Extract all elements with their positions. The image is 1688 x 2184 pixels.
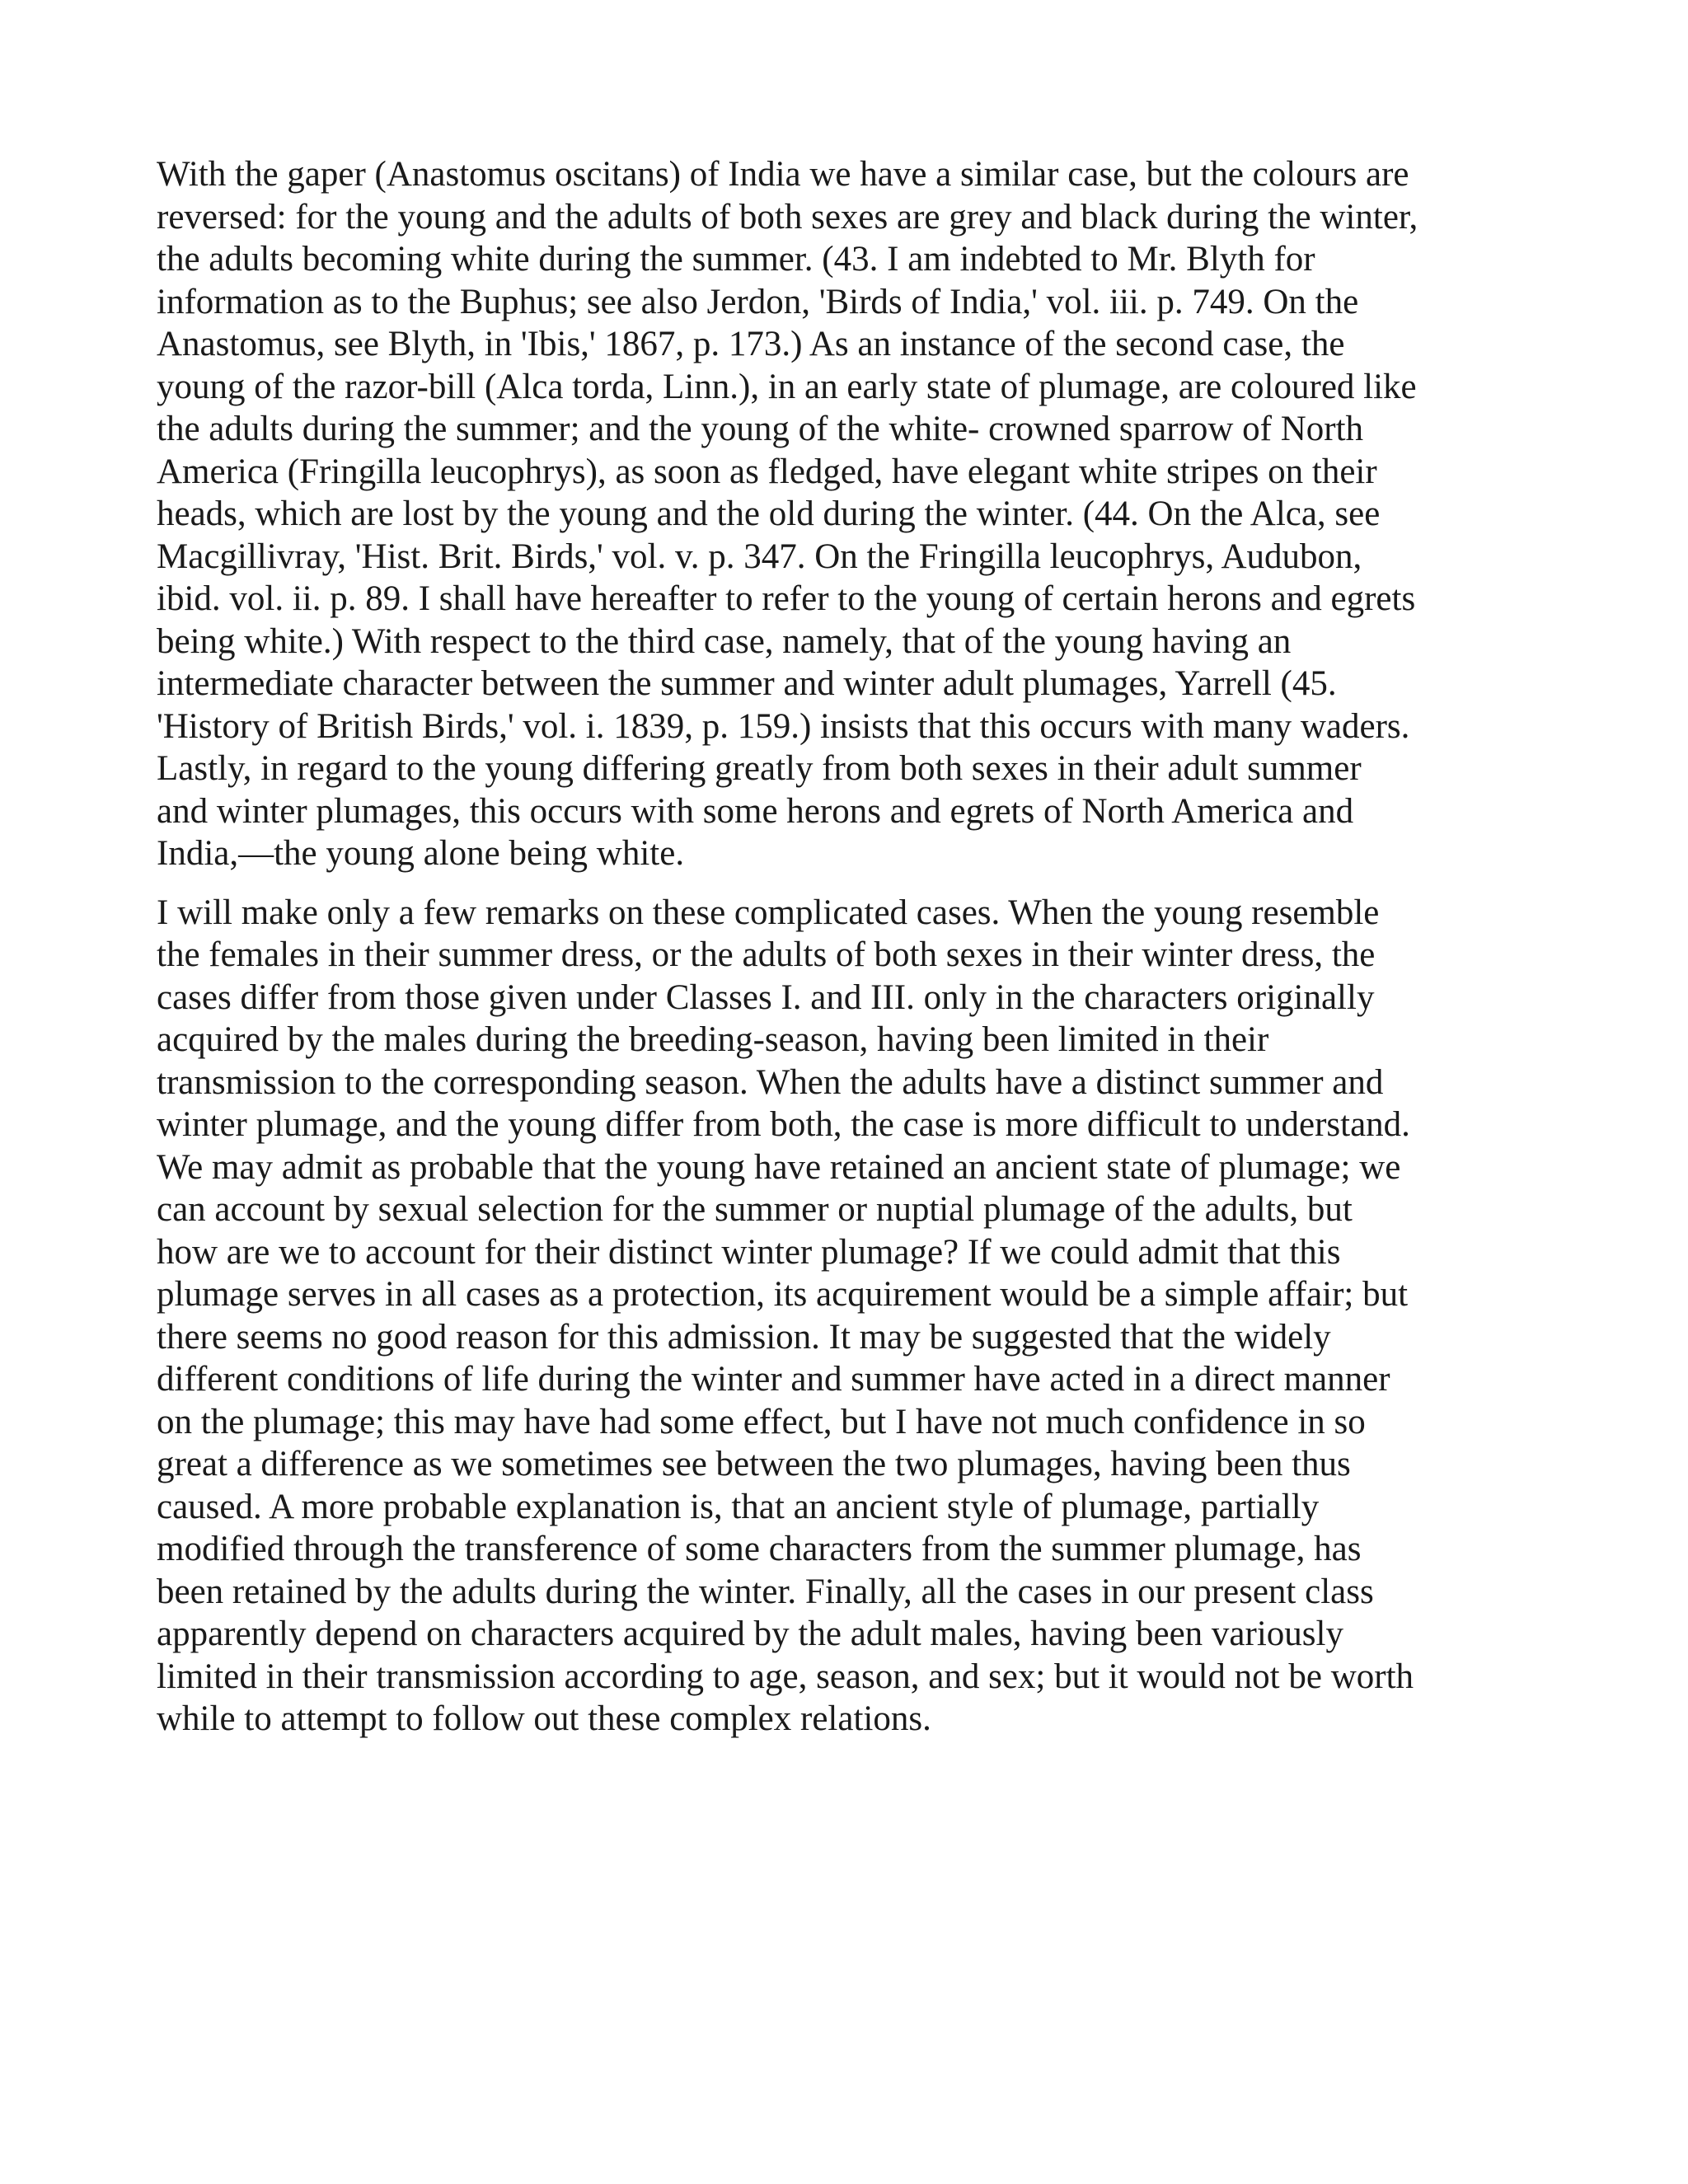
paragraph-2: I will make only a few remarks on these complicated cases. When the young resemble the females in their summer dress, or the adults of both sexes in their winter dress, the cases differ from those given under Classes I. and III. only in the characters originally acquired by the males during the breeding-season, having been limited in their transmission to the corresponding season. When the adults have a distinct summer and winter plumage, and the young differ from both, the case is more difficult to understand. We may admit as probable that the young have retained an ancient state of plumage; we can account by sexual selection for the summer or nuptial plumage of the adults, but how are we to account for their distinct winter plumage? If we could admit that this plumage serves in all cases as a protection, its acquirement would be a simple affair; but there seems no good reason for this admission. It may be suggested that the widely different conditions of life during the winter and summer have acted in a direct manner on the plumage; this may have had some effect, but I have not much confidence in so great a difference as we sometimes see between the two plumages, having been thus caused. A more probable explanation is, that an ancient style of plumage, partially modified through the transference of some characters from the summer plumage, has been retained by the adults during the winter. Finally, all the cases in our present class apparently depend on characters acquired by the adult males, having been variously limited in their transmission according to age, season, and sex; but it would not be worth while to attempt to follow out these complex relations. (157, 893, 1414, 1738)
document-page (157, 153, 1541, 1757)
paragraph-1: With the gaper (Anastomus oscitans) of India we have a similar case, but the colours are reversed: for the young and the adults of both sexes are grey and black during the winter, the adults becoming white during the summer. (43. I am indebted to Mr. Blyth for information as to the Buphus; see also Jerdon, 'Birds of India,' vol. iii. p. 749. On the Anastomus, see Blyth, in 'Ibis,' 1867, p. 173.) As an instance of the second case, the young of the razor-bill (Alca torda, Linn.), in an early state of plumage, are coloured like the adults during the summer; and the young of the white- crowned sparrow of North America (Fringilla leucophrys), as soon as fledged, have elegant white stripes on their heads, which are lost by the young and the old during the winter. (44. On the Alca, see Macgillivray, 'Hist. Brit. Birds,' vol. v. p. 347. On the Fringilla leucophrys, Audubon, ibid. vol. ii. p. 89. I shall have hereafter to refer to the young of certain herons and egrets being white.) With respect to the third case, namely, that of the young having an intermediate character between the summer and winter adult plumages, Yarrell (45. 'History of British Birds,' vol. i. 1839, p. 159.) insists that this occurs with many waders. Lastly, in regard to the young differing greatly from both sexes in their adult summer and winter plumages, this occurs with some herons and egrets of North America and India,—the young alone being white. (157, 155, 1418, 873)
